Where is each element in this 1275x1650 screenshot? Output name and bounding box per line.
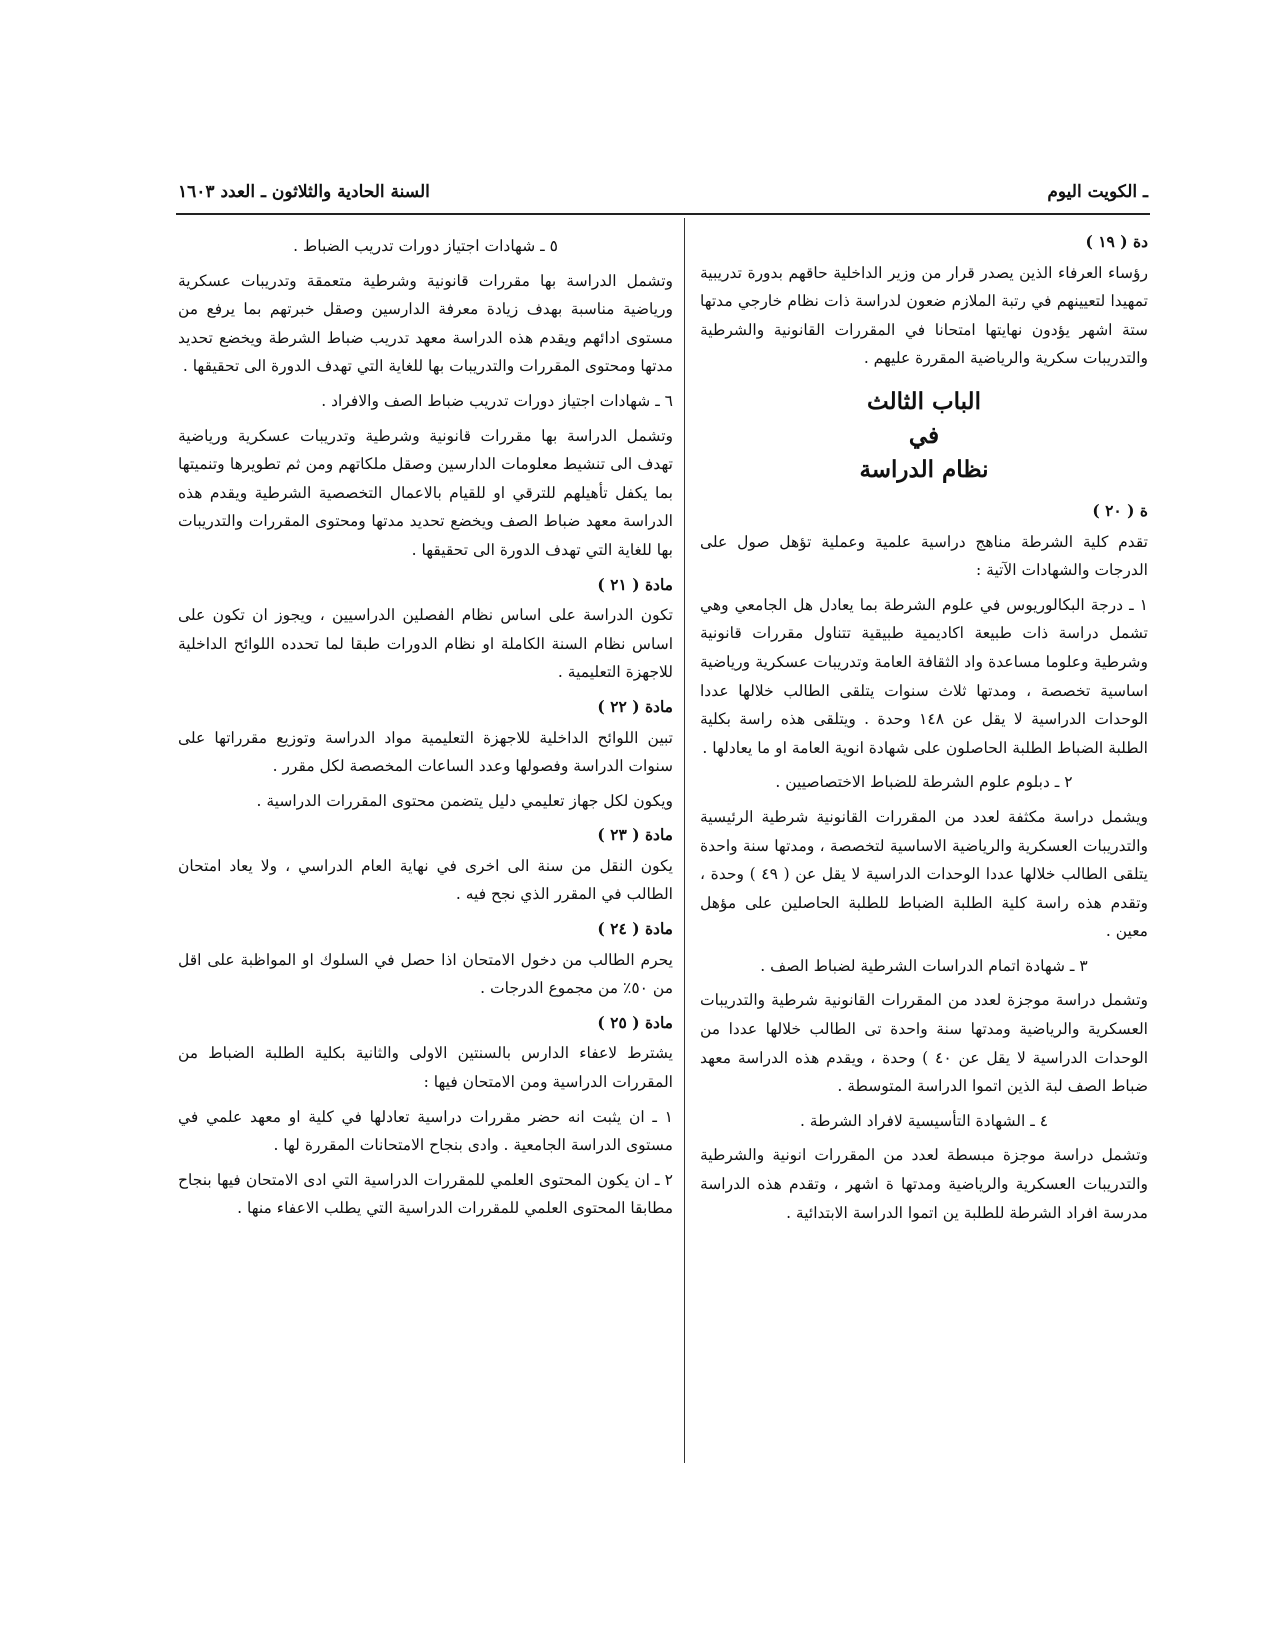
list-item-text: وتشمل دراسة موجزة لعدد من المقررات القانونية شرطية والتدريبات العسكرية والرياضية ومدتها سنة واحدة تى الطالب خلالها عددا من الوحدات الدراسية لا يقل عن ٤٠ ) وحدة ، ويقدم هذه الدراسة معهد ضباط الصف لبة الذين اتموا الدراسة المتوسطة . bbox=[700, 991, 1149, 1096]
list-item-text: ويشمل دراسة مكثفة لعدد من المقررات القانونية شرطية الرئيسية والتدريبات العسكرية والرياضية الاساسية لتخصصة ، ومدتها سنة واحدة يتلقى الطالب خلالها عددا الوحدات الدراسية لا يقل عن ( ٤٩ ) وحدة ، وتقدم هذه راسة كلية الطلبة الضباط للطلبة الحاصلين على مؤهل معين . bbox=[700, 807, 1148, 941]
chapter-line: في bbox=[908, 421, 940, 449]
column-divider bbox=[684, 218, 685, 1463]
header-rule bbox=[176, 213, 1150, 215]
list-item-text: وتشمل دراسة موجزة مبسطة لعدد من المقررات انونية والشرطية والتدريبات العسكرية والرياضية ومدتها ة اشهر ، وتقدم هذه الدراسة مدرسة افراد الشرطة للطلبة ين اتموا الدراسة الابتدائية . bbox=[700, 1146, 1148, 1222]
article-heading: مادة ( ٢٤ ) bbox=[597, 919, 673, 939]
article-text: يشترط لاعفاء الدارس بالسنتين الاولى والثانية بكلية الطلبة الضباط من المقررات الدراسية ومن الامتحان فيها : bbox=[178, 1044, 673, 1092]
left-column bbox=[178, 228, 673, 1229]
list-item-text: وتشمل الدراسة بها مقررات قانونية وشرطية وتدريبات عسكرية ورياضية تهدف الى تنشيط معلومات الدارسين وصقل ملكاتهم ومن ثم تطويرها وتنميتها بما يكفل تأهيلهم للترقي او للقيام بالاعمال التخصصية الشرطية ويقدم هذه الدراسة معهد ضباط الصف ويخضع تحديد مدتها ومحتوى المقررات والتدريبات بها للغاية التي تهدف الدورة الى تحقيقها . bbox=[178, 426, 673, 559]
article-text: رؤساء العرفاء الذين يصدر قرار من وزير الداخلية حاقهم بدورة تدريبية تمهيدا لتعيينهم في رتبة الملازم ضعون لدراسة ذات نظام خارجي مدتها ستة اشهر يؤدون نهايتها امتحانا في المقررات القانونية والشرطية والتدريبات سكرية والرياضية المقررة عليهم . bbox=[700, 263, 1148, 368]
chapter-title bbox=[700, 385, 1148, 487]
list-item-heading: ٥ ـ شهادات اجتياز دورات تدريب الضباط . bbox=[293, 237, 558, 255]
article-text: يكون النقل من سنة الى اخرى في نهاية العام الدراسي ، ولا يعاد امتحان الطالب في المقرر الذي نجح فيه . bbox=[178, 856, 673, 904]
article-text: تبين اللوائح الداخلية للاجهزة التعليمية مواد الدراسة وتوزيع مقرراتها على سنوات الدراسة وفصولها وعدد الساعات المخصصة لكل مقرر . bbox=[178, 728, 673, 776]
list-item-heading: ٤ ـ الشهادة التأسيسية لافراد الشرطة . bbox=[799, 1111, 1049, 1130]
article-heading: ة ( ٢٠ ) bbox=[1092, 500, 1148, 520]
article-heading: مادة ( ٢٥ ) bbox=[597, 1012, 673, 1032]
article-heading: مادة ( ٢١ ) bbox=[597, 574, 673, 594]
list-item-heading: ٣ ـ شهادة اتمام الدراسات الشرطية لضباط الصف . bbox=[760, 956, 1088, 975]
article-heading: مادة ( ٢٢ ) bbox=[597, 696, 673, 716]
list-item-text: وتشمل الدراسة بها مقررات قانونية وشرطية متعمقة وتدريبات عسكرية ورياضية مناسبة بهدف زيادة معرفة الدارسين وصقل خبرتهم بما يرفع من مستوى ادائهم ويقدم هذه الدراسة معهد تدريب ضباط الشرطة ويخضع تحديد مدتها ومحتوى المقررات والتدريبات بها للغاية التي تهدف الدورة الى تحقيقها . bbox=[178, 271, 673, 376]
issue-info: السنة الحادية والثلاثون ـ العدد ١٦٠٣ bbox=[178, 182, 430, 202]
chapter-line: نظام الدراسة bbox=[859, 455, 989, 483]
article-text: تكون الدراسة على اساس نظام الفصلين الدراسيين ، ويجوز ان تكون على اساس نظام السنة الكاملة او نظام الدورات طبقا لما تحدده اللوائح الداخلية للاجهزة التعليمية . bbox=[178, 606, 673, 682]
article-text: يحرم الطالب من دخول الامتحان اذا حصل في السلوك او المواظبة على اقل من ٥٠٪ من مجموع الدرجات . bbox=[178, 950, 673, 998]
condition-item: ٢ ـ ان يكون المحتوى العلمي للمقررات الدراسية التي ادى الامتحان فيها بنجاح مطابقا المحتوى العلمي للمقررات الدراسية التي يطلب الاعفاء منها . bbox=[178, 1170, 673, 1218]
list-item-heading: ٦ ـ شهادات اجتياز دورات تدريب ضباط الصف والافراد . bbox=[321, 391, 673, 410]
article-text: تقدم كلية الشرطة مناهج دراسية علمية وعملية تؤهل صول على الدرجات والشهادات الآتية : bbox=[700, 532, 1148, 580]
article-heading: مادة ( ٢٣ ) bbox=[597, 825, 673, 845]
list-item-text: ١ ـ درجة البكالوريوس في علوم الشرطة بما يعادل هل الجامعي وهي تشمل دراسة ذات طبيعة اكاديمية طبيقية تتناول مقررات قانونية وشرطية وعلوما مساعدة واد الثقافة العامة وتدريبات عسكرية ورياضية اساسية تخصصة ، ومدتها ثلاث سنوات يتلقى الطالب خلالها عددا الوحدات الدراسية لا يقل عن ١٤٨ وحدة . ويتلقى هذه راسة بكلية الطلبة الضباط الطلبة الحاصلون على شهادة انوية العامة او ما يعادلها . bbox=[700, 595, 1148, 757]
article-text: ويكون لكل جهاز تعليمي دليل يتضمن محتوى المقررات الدراسية . bbox=[256, 791, 673, 810]
condition-item: ١ ـ ان يثبت انه حضر مقررات دراسية تعادلها في كلية او معهد علمي في مستوى الدراسة الجامعية . وادى بنجاح الامتحانات المقررة لها . bbox=[178, 1107, 673, 1155]
right-column bbox=[700, 228, 1148, 1233]
article-heading: دة ( ١٩ ) bbox=[1085, 232, 1148, 251]
chapter-line: الباب الثالث bbox=[867, 387, 981, 415]
list-item-heading: ٢ ـ دبلوم علوم الشرطة للضباط الاختصاصيين . bbox=[775, 773, 1073, 792]
page-header bbox=[178, 182, 1148, 208]
publication-title: ـ الكويت اليوم bbox=[1047, 182, 1148, 202]
